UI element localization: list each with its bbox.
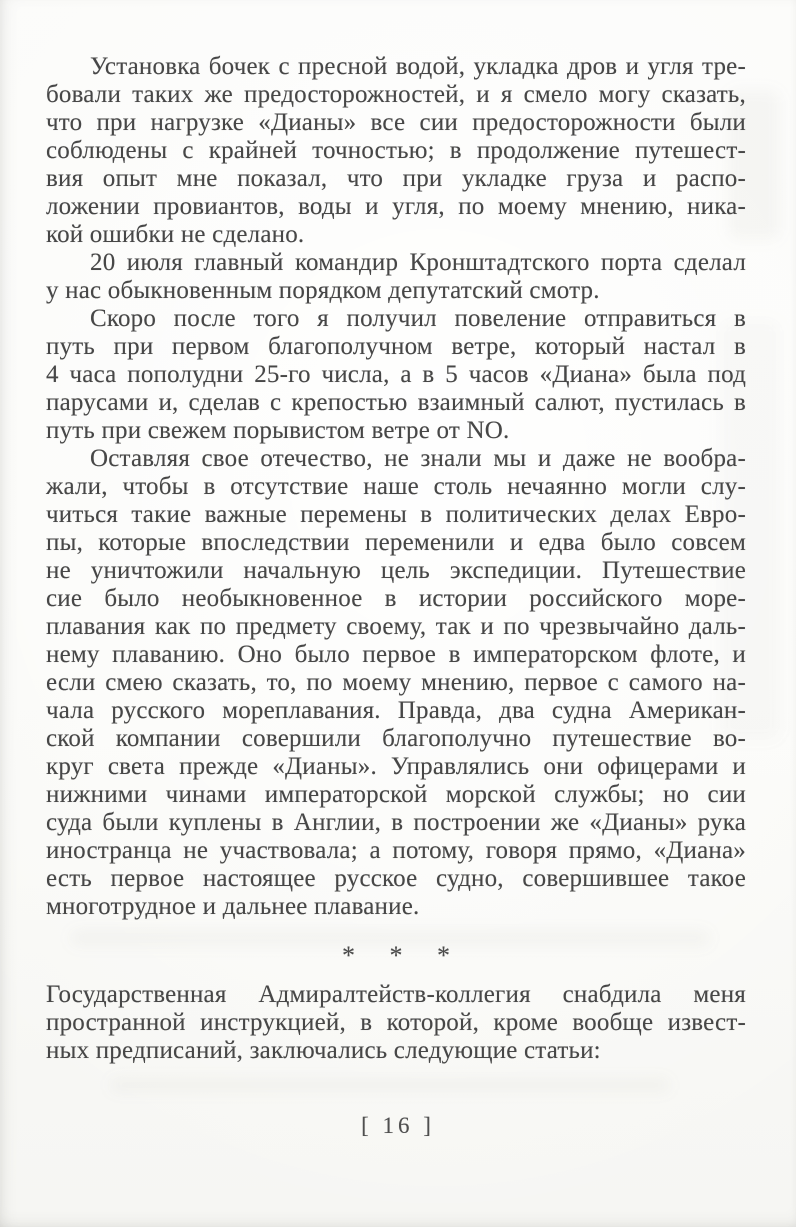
paragraph [46, 305, 746, 445]
text-line: читься такие важные перемены в политических делах Евро- [46, 501, 746, 528]
text-line: чала русского мореплавания. Правда, два судна Американ- [46, 697, 746, 724]
text-line: Оставляя свое отечество, не знали мы и даже не вообра- [90, 445, 746, 472]
text-line: ных предписаний, заключались следующие статьи: [46, 1037, 601, 1064]
text-line: круг света прежде «Дианы». Управлялись они офицерами и [46, 753, 746, 780]
text-line: есть первое настоящее русское судно, совершившее такое [46, 865, 746, 892]
text-line: Установка бочек с пресной водой, укладка дров и угля тре- [90, 53, 746, 80]
text-line: Скоро после того я получил повеление отправиться в [90, 305, 746, 332]
paragraph [46, 445, 746, 921]
text-line: соблюдены с крайней точностью; в продолжение путешест- [46, 137, 746, 164]
text-line: иностранца не участвовала; а потому, говоря прямо, «Диана» [46, 837, 746, 864]
text-line: сие было необыкновенное в истории российского море- [46, 585, 746, 612]
text-line: нему плаванию. Оно было первое в императорском флоте, и [46, 641, 746, 668]
text-line: парусами и, сделав с крепостью взаимный салют, пустилась в [46, 389, 746, 416]
text-line: 20 июля главный командир Кронштадтского порта сделал [90, 249, 746, 276]
text-line: ской компании совершили благополучно путешествие во- [46, 725, 746, 752]
paragraph [46, 249, 746, 305]
text-line: если смею сказать, то, по моему мнению, первое с самого на- [46, 669, 746, 696]
text-line: что при нагрузке «Дианы» все сии предосторожности были [46, 109, 746, 136]
text-line: бовали таких же предосторожностей, и я смело могу сказать, [46, 81, 746, 108]
paragraph [46, 53, 746, 249]
text-line: вия опыт мне показал, что при укладке груза и распо- [46, 165, 746, 192]
text-line: путь при свежем порывистом ветре от NO. [46, 417, 510, 444]
paragraph [46, 981, 746, 1065]
text-line: не уничтожили начальную цель экспедиции. Путешествие [46, 557, 746, 584]
text-line: 4 часа пополудни 25-го числа, а в 5 часов «Диана» была под [46, 361, 746, 388]
text-line: многотрудное и дальнее плавание. [46, 893, 420, 920]
text-line: Государственная Адмиралтейств-коллегия снабдила меня [46, 981, 746, 1008]
text-line: суда были куплены в Англии, в построении же «Дианы» рука [46, 809, 746, 836]
text-line: ложении провиантов, воды и угля, по моему мнению, ника- [46, 193, 746, 220]
page-number: [ 16 ] [361, 1113, 435, 1138]
text-line: кой ошибки не сделано. [46, 221, 305, 248]
text-line: пространной инструкцией, в которой, кроме вообще извест- [46, 1009, 746, 1036]
text-line: путь при первом благополучном ветре, который настал в [46, 333, 746, 360]
text-line: нижними чинами императорской морской службы; но сии [46, 781, 746, 808]
bleedthrough-ghost [110, 1078, 670, 1092]
section-divider: * * * [342, 941, 464, 970]
text-line: пы, которые впоследствии переменили и едва было совсем [46, 529, 746, 556]
text-line: у нас обыкновенным порядком депутатский смотр. [46, 277, 600, 304]
text-line: жали, чтобы в отсутствие наше столь нечаянно могли слу- [46, 473, 746, 500]
text-line: плавания как по предмету своему, так и по чрезвычайно даль- [46, 613, 746, 640]
